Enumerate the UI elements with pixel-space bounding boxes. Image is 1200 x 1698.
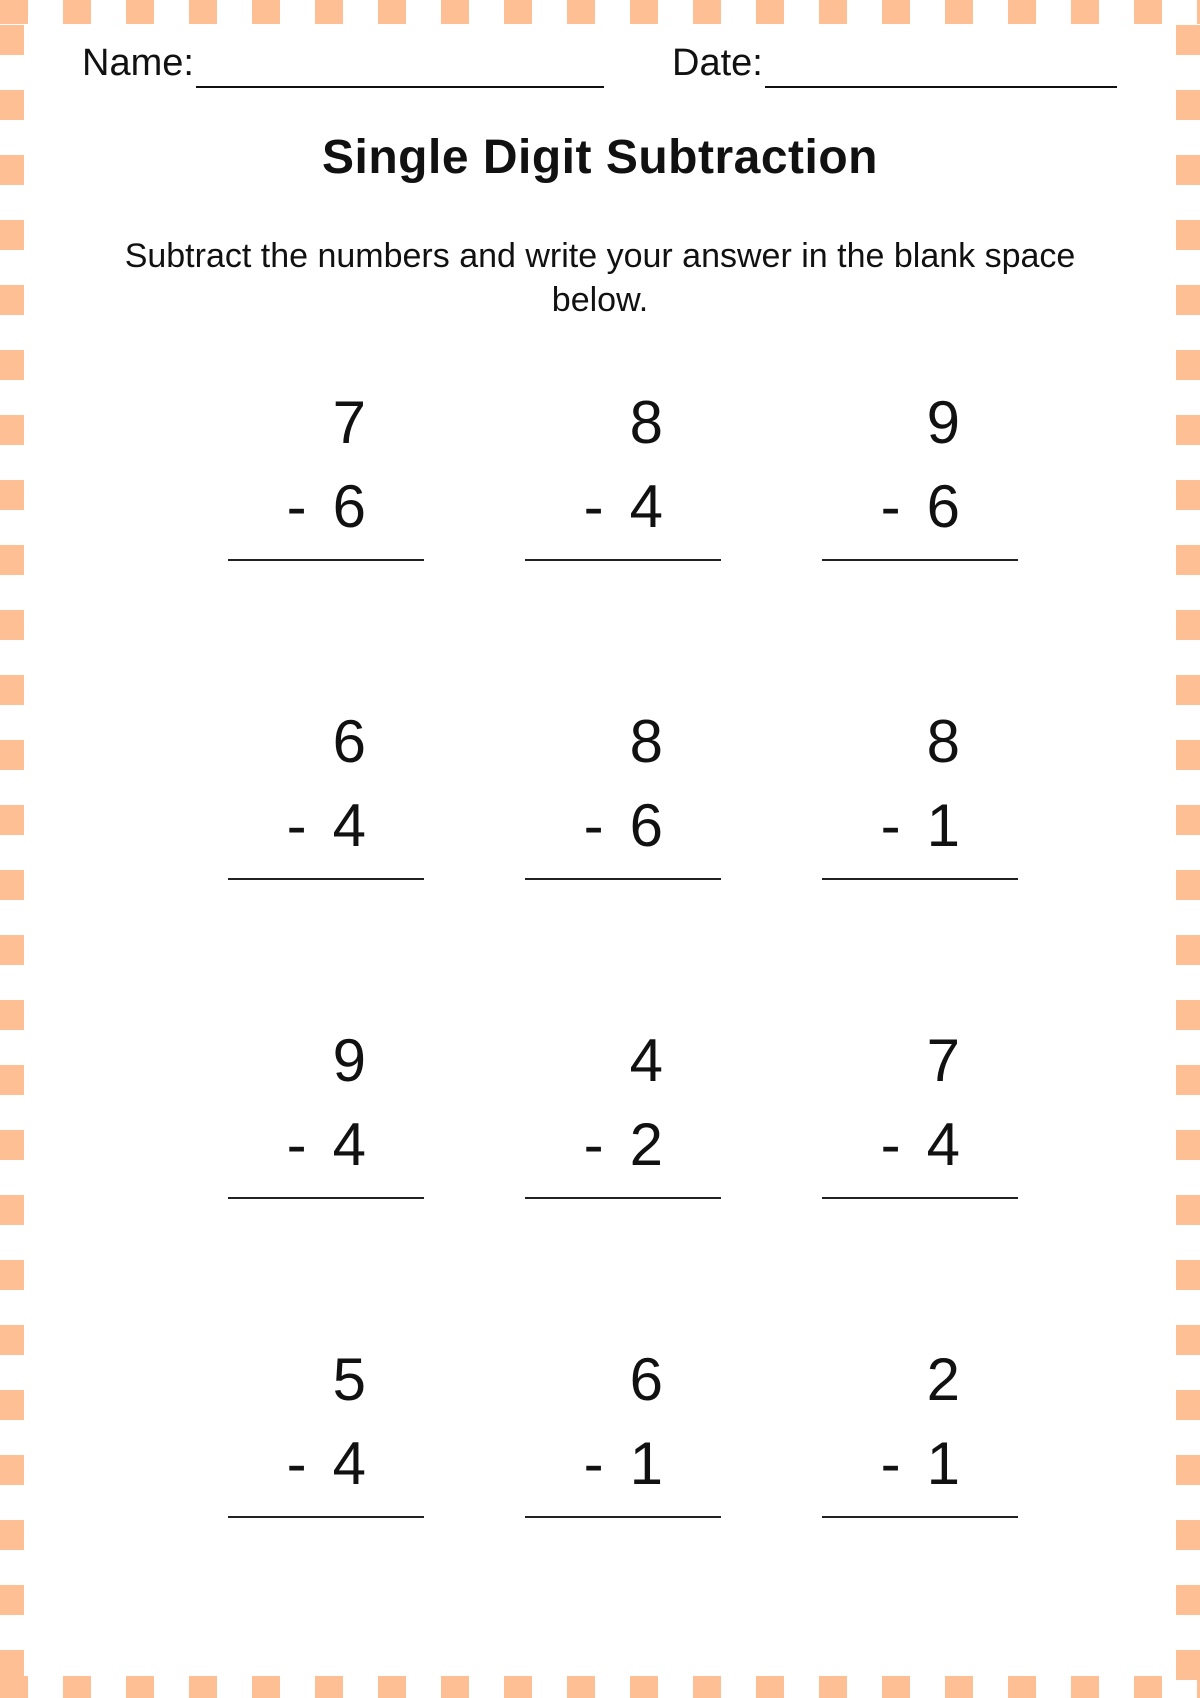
minus-sign: -	[880, 1430, 901, 1497]
subtrahend: 2	[629, 1111, 663, 1178]
decorative-border-top	[0, 0, 1200, 24]
answer-line[interactable]	[525, 1516, 721, 1518]
date-field	[672, 38, 1117, 88]
minuend: 7	[926, 1027, 960, 1094]
name-field	[82, 38, 604, 88]
problem-card	[228, 704, 424, 884]
answer-line[interactable]	[525, 1197, 721, 1199]
problem-card	[822, 1342, 1018, 1522]
minus-sign: -	[583, 1430, 604, 1497]
answer-line[interactable]	[228, 1516, 424, 1518]
minuend: 6	[629, 1346, 663, 1413]
subtrahend-line	[584, 788, 663, 864]
subtrahend-line	[881, 1107, 960, 1183]
subtrahend-line	[584, 469, 663, 545]
minuend: 9	[926, 389, 960, 456]
subtrahend: 6	[926, 473, 960, 540]
subtrahend: 4	[332, 1430, 366, 1497]
problem-card	[822, 385, 1018, 565]
minus-sign: -	[583, 1111, 604, 1178]
subtrahend-line	[881, 788, 960, 864]
minus-sign: -	[286, 1111, 307, 1178]
minus-sign: -	[286, 473, 307, 540]
problem-card	[228, 1023, 424, 1203]
minuend: 8	[629, 389, 663, 456]
answer-line[interactable]	[525, 878, 721, 880]
subtrahend: 1	[629, 1430, 663, 1497]
name-blank-line[interactable]	[196, 40, 604, 88]
subtrahend-line	[287, 1107, 366, 1183]
problem-card	[228, 1342, 424, 1522]
problem-card	[525, 704, 721, 884]
subtrahend-line	[881, 469, 960, 545]
subtrahend: 4	[629, 473, 663, 540]
minus-sign: -	[583, 473, 604, 540]
decorative-border-right	[1176, 0, 1200, 1698]
date-label: Date:	[672, 42, 763, 84]
decorative-border-left	[0, 0, 24, 1698]
answer-line[interactable]	[822, 559, 1018, 561]
subtrahend: 4	[332, 792, 366, 859]
subtrahend: 4	[926, 1111, 960, 1178]
minuend: 4	[629, 1027, 663, 1094]
answer-line[interactable]	[822, 878, 1018, 880]
subtrahend-line	[287, 1426, 366, 1502]
minus-sign: -	[583, 792, 604, 859]
instructions-text: Subtract the numbers and write your answer in the blank space below.	[124, 237, 1076, 319]
subtrahend: 6	[629, 792, 663, 859]
minus-sign: -	[880, 792, 901, 859]
answer-line[interactable]	[822, 1516, 1018, 1518]
name-label: Name:	[82, 42, 194, 84]
subtrahend-line	[287, 469, 366, 545]
subtrahend: 1	[926, 1430, 960, 1497]
answer-line[interactable]	[228, 1197, 424, 1199]
subtrahend: 4	[332, 1111, 366, 1178]
minuend: 6	[332, 708, 366, 775]
subtrahend-line	[881, 1426, 960, 1502]
answer-line[interactable]	[228, 559, 424, 561]
subtrahend-line	[584, 1426, 663, 1502]
problem-card	[525, 385, 721, 565]
subtrahend: 1	[926, 792, 960, 859]
minuend: 7	[332, 389, 366, 456]
minuend: 8	[629, 708, 663, 775]
problem-card	[228, 385, 424, 565]
header-fields	[82, 38, 1122, 90]
problem-card	[822, 704, 1018, 884]
minus-sign: -	[286, 1430, 307, 1497]
minuend: 5	[332, 1346, 366, 1413]
problem-card	[525, 1023, 721, 1203]
answer-line[interactable]	[228, 878, 424, 880]
answer-line[interactable]	[525, 559, 721, 561]
minus-sign: -	[880, 473, 901, 540]
subtrahend-line	[584, 1107, 663, 1183]
subtrahend: 6	[332, 473, 366, 540]
minus-sign: -	[286, 792, 307, 859]
subtrahend-line	[287, 788, 366, 864]
problem-card	[525, 1342, 721, 1522]
answer-line[interactable]	[822, 1197, 1018, 1199]
page-title: Single Digit Subtraction	[321, 131, 878, 184]
decorative-border-bottom	[0, 1676, 1200, 1698]
minuend: 2	[926, 1346, 960, 1413]
minus-sign: -	[880, 1111, 901, 1178]
date-blank-line[interactable]	[765, 40, 1117, 88]
minuend: 8	[926, 708, 960, 775]
problem-card	[822, 1023, 1018, 1203]
minuend: 9	[332, 1027, 366, 1094]
